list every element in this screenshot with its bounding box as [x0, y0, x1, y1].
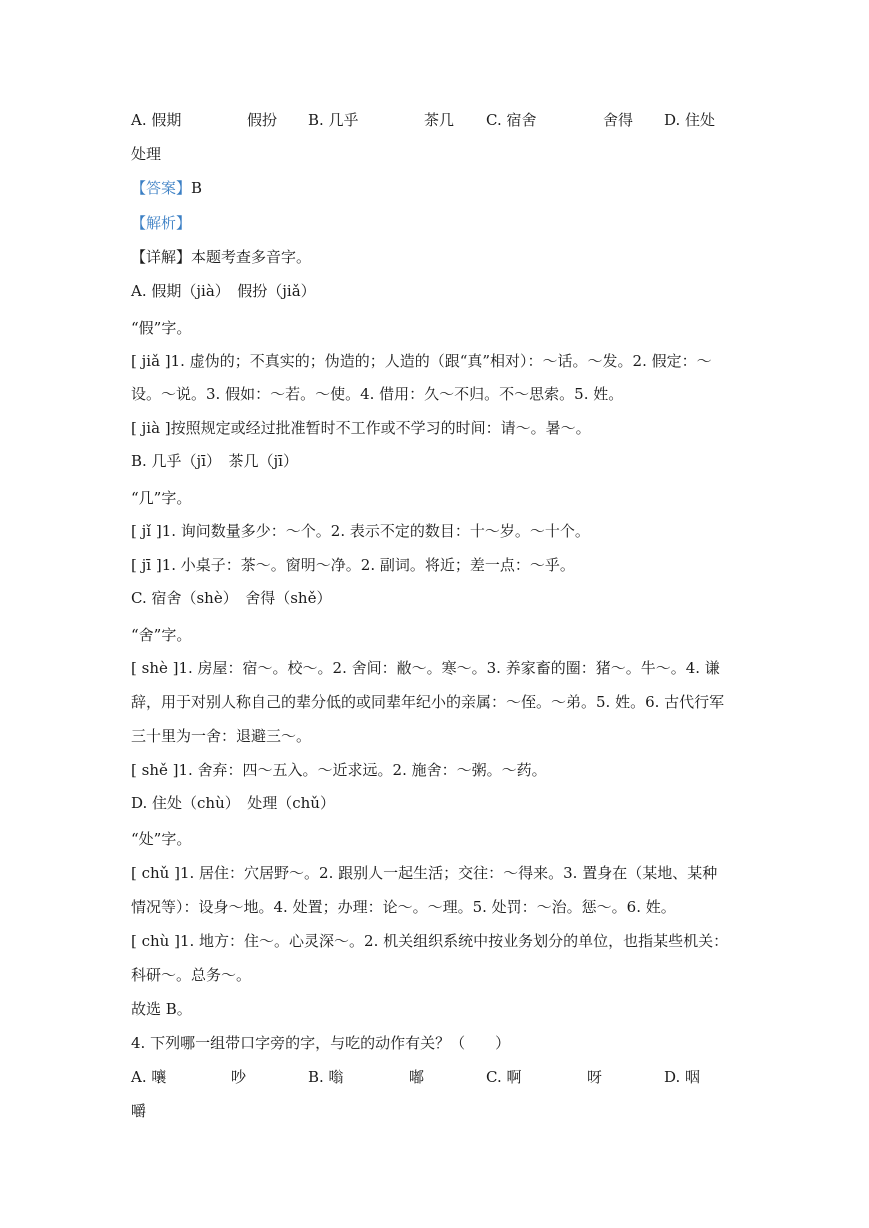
q4-option-b: B. 嗡: [308, 1068, 344, 1086]
group-b-def1: [ jǐ ]1. 询问数量多少：～个。2. 表示不定的数目：十～岁。～十个。: [131, 522, 590, 540]
analysis-label: 【解析】: [131, 214, 192, 232]
group-a-def1-cont: 设。～说。3. 假如：～若。～使。4. 借用：久～不归。不～思索。5. 姓。: [131, 385, 624, 403]
group-c-head: C. 宿舍（shè） 舍得（shě）: [131, 589, 332, 607]
q4-option-c-second: 呀: [587, 1068, 603, 1086]
option-b: B. 几乎: [308, 111, 359, 129]
group-c-def1-cont: 辞，用于对别人称自己的辈分低的或同辈年纪小的亲属：～侄。～弟。5. 姓。6. 古代行军: [131, 693, 725, 711]
group-c-def1-cont2: 三十里为一舍：退避三～。: [131, 727, 312, 745]
group-d-char: “处”字。: [131, 830, 192, 848]
group-d-def1-cont: 情况等）：设身～地。4. 处置；办理：论～。～理。5. 处罚：～治。惩～。6. 姓。: [131, 898, 676, 916]
answer-value: B: [191, 179, 203, 197]
q4-option-c: C. 啊: [486, 1068, 522, 1086]
option-a-second: 假扮: [247, 111, 278, 129]
conclusion: 故选 B。: [131, 1000, 192, 1018]
option-d-second: 处理: [131, 145, 162, 163]
group-d-def1: [ chǔ ]1. 居住：穴居野～。2. 跟别人一起生活；交往：～得来。3. 置身在（某地、某种: [131, 864, 718, 882]
group-c-def2: [ shě ]1. 舍弃：四～五入。～近求远。2. 施舍：～粥。～药。: [131, 761, 547, 779]
q4-option-b-second: 嘟: [409, 1068, 425, 1086]
option-a: A. 假期: [131, 111, 182, 129]
group-c-def1: [ shè ]1. 房屋：宿～。校～。2. 舍间：敝～。寒～。3. 养家畜的圈：猪～。牛～。4. 谦: [131, 659, 720, 677]
detail-line: 【详解】本题考查多音字。: [131, 248, 312, 266]
group-d-def2-cont: 科研～。总务～。: [131, 966, 252, 984]
answer-label: 【答案】: [131, 179, 192, 197]
group-a-char: “假”字。: [131, 319, 192, 337]
group-d-def2: [ chù ]1. 地方：住～。心灵深～。2. 机关组织系统中按业务划分的单位，也指某些机关：: [131, 932, 729, 950]
q4-option-d-second: 嚼: [131, 1102, 147, 1120]
group-b-char: “几”字。: [131, 489, 192, 507]
group-b-head: B. 几乎（jī） 茶几（jī）: [131, 452, 298, 470]
q4-option-a-second: 吵: [231, 1068, 247, 1086]
q4-option-d: D. 咽: [664, 1068, 701, 1086]
group-b-def2: [ jī ]1. 小桌子：茶～。窗明～净。2. 副词。将近；差一点：～乎。: [131, 556, 575, 574]
answer-line: [131, 178, 743, 198]
group-a-head: A. 假期（jià） 假扮（jiǎ）: [131, 282, 316, 300]
group-d-head: D. 住处（chù） 处理（chǔ）: [131, 794, 335, 812]
group-a-def1: [ jiǎ ]1. 虚伪的；不真实的；伪造的；人造的（跟“真”相对）：～话。～发。2. 假定：～: [131, 352, 712, 370]
group-c-char: “舍”字。: [131, 626, 192, 644]
option-d: D. 住处: [664, 111, 716, 129]
option-c: C. 宿舍: [486, 111, 537, 129]
option-b-second: 茶几: [424, 111, 455, 129]
option-c-second: 舍得: [603, 111, 634, 129]
q4-option-a: A. 嚷: [131, 1068, 167, 1086]
q4-question: 4. 下列哪一组带口字旁的字，与吃的动作有关？（ ）: [131, 1034, 511, 1052]
group-a-def2: [ jià ]按照规定或经过批准暂时不工作或不学习的时间：请～。暑～。: [131, 419, 591, 437]
